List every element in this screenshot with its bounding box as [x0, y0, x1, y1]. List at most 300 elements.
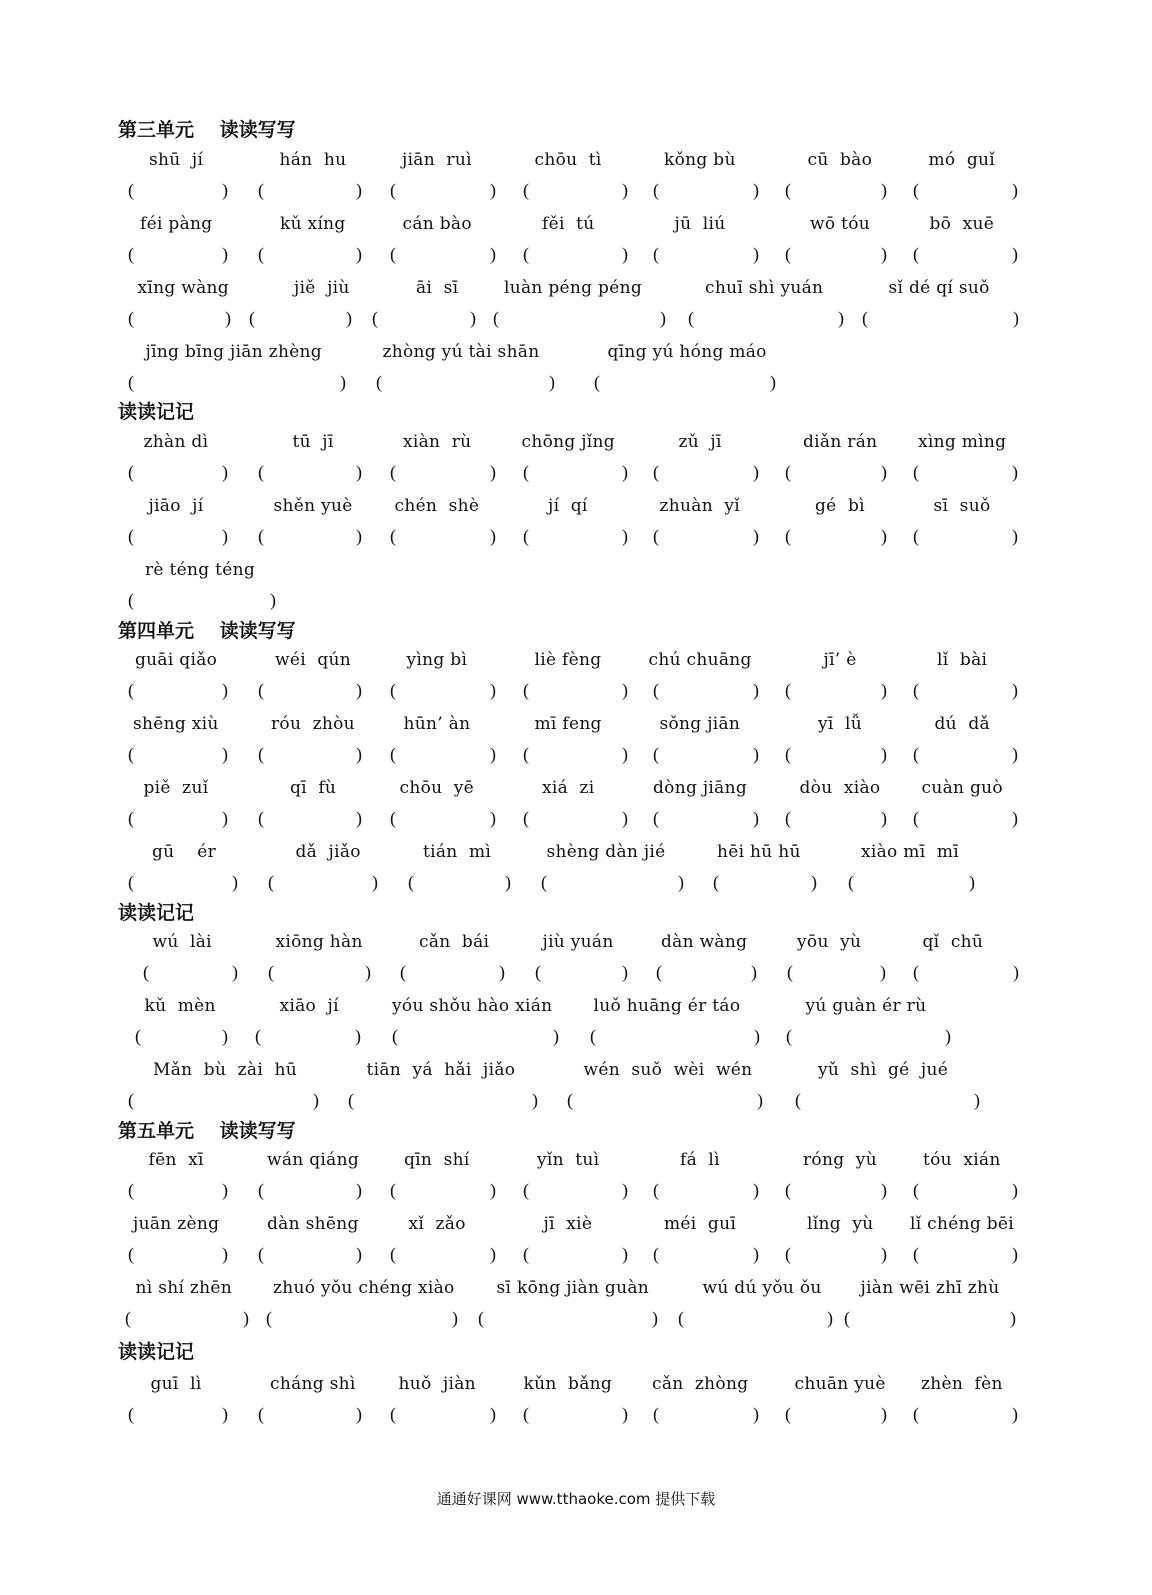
pinyin-row — [0, 276, 1152, 302]
pinyin-word: chú chuāng — [648, 650, 752, 670]
pinyin-word: róu zhòu — [271, 714, 355, 734]
answer-blank-close-bracket: ) — [490, 1180, 497, 1200]
answer-blank-open-bracket: ( — [862, 308, 869, 328]
answer-row — [0, 960, 1152, 986]
answer-row — [0, 588, 1152, 614]
answer-blank-close-bracket: ) — [372, 872, 379, 892]
answer-blank-close-bracket: ) — [490, 1404, 497, 1424]
answer-blank-close-bracket: ) — [622, 744, 629, 764]
answer-blank-open-bracket: ( — [913, 962, 920, 982]
answer-blank-close-bracket: ) — [1012, 808, 1019, 828]
pinyin-row — [0, 776, 1152, 802]
answer-blank-close-bracket: ) — [880, 962, 887, 982]
answer-blank-close-bracket: ) — [222, 180, 229, 200]
pinyin-word: lǐng yù — [807, 1214, 874, 1234]
answer-blank-open-bracket: ( — [348, 1090, 355, 1110]
answer-blank-close-bracket: ) — [490, 1244, 497, 1264]
answer-blank-close-bracket: ) — [222, 744, 229, 764]
answer-blank-open-bracket: ( — [913, 526, 920, 546]
answer-blank-close-bracket: ) — [356, 462, 363, 482]
answer-blank-close-bracket: ) — [1012, 680, 1019, 700]
answer-blank-close-bracket: ) — [770, 372, 777, 392]
answer-row — [0, 370, 1152, 396]
answer-blank-open-bracket: ( — [266, 1308, 273, 1328]
pinyin-word: sǐ dé qí suǒ — [888, 278, 990, 298]
answer-blank-open-bracket: ( — [653, 526, 660, 546]
answer-blank-close-bracket: ) — [881, 180, 888, 200]
pinyin-word: chōng jǐng — [521, 432, 615, 452]
pinyin-word: dǎ jiǎo — [295, 842, 361, 862]
answer-blank-close-bracket: ) — [222, 1180, 229, 1200]
answer-blank-close-bracket: ) — [622, 244, 629, 264]
pinyin-word: bō xuē — [929, 214, 995, 234]
answer-blank-open-bracket: ( — [653, 808, 660, 828]
pinyin-word: cū bào — [807, 150, 873, 170]
answer-blank-close-bracket: ) — [532, 1090, 539, 1110]
pinyin-row — [0, 712, 1152, 738]
answer-blank-close-bracket: ) — [356, 680, 363, 700]
answer-blank-open-bracket: ( — [478, 1308, 485, 1328]
answer-blank-close-bracket: ) — [1012, 180, 1019, 200]
pinyin-word: shěn yuè — [273, 496, 353, 516]
answer-blank-close-bracket: ) — [622, 962, 629, 982]
answer-blank-close-bracket: ) — [356, 526, 363, 546]
answer-blank-open-bracket: ( — [523, 526, 530, 546]
answer-blank-close-bracket: ) — [753, 180, 760, 200]
answer-blank-open-bracket: ( — [523, 462, 530, 482]
pinyin-word: liè fèng — [534, 650, 602, 670]
pinyin-word: diǎn rán — [803, 432, 878, 452]
answer-blank-close-bracket: ) — [751, 962, 758, 982]
pinyin-word: chuī shì yuán — [705, 278, 824, 298]
answer-blank-close-bracket: ) — [660, 308, 667, 328]
pinyin-word: fá lì — [680, 1150, 720, 1170]
answer-row — [0, 1242, 1152, 1268]
answer-blank-open-bracket: ( — [567, 1090, 574, 1110]
answer-blank-close-bracket: ) — [1013, 308, 1020, 328]
answer-blank-open-bracket: ( — [128, 1404, 135, 1424]
answer-blank-open-bracket: ( — [128, 808, 135, 828]
pinyin-word: mī feng — [534, 714, 602, 734]
answer-blank-open-bracket: ( — [523, 680, 530, 700]
answer-blank-close-bracket: ) — [881, 244, 888, 264]
answer-blank-open-bracket: ( — [128, 526, 135, 546]
answer-blank-close-bracket: ) — [622, 526, 629, 546]
answer-blank-open-bracket: ( — [390, 744, 397, 764]
answer-blank-open-bracket: ( — [258, 1244, 265, 1264]
pinyin-word: luàn péng péng — [504, 278, 643, 298]
answer-blank-close-bracket: ) — [1013, 962, 1020, 982]
answer-blank-open-bracket: ( — [787, 962, 794, 982]
pinyin-word: xiōng hàn — [275, 932, 363, 952]
answer-blank-close-bracket: ) — [1012, 526, 1019, 546]
pinyin-word: fēn xī — [148, 1150, 204, 1170]
section-heading: 读读记记 — [118, 401, 195, 423]
answer-blank-open-bracket: ( — [785, 680, 792, 700]
answer-blank-close-bracket: ) — [1012, 244, 1019, 264]
pinyin-row — [0, 840, 1152, 866]
answer-blank-open-bracket: ( — [392, 1026, 399, 1046]
answer-row — [0, 178, 1152, 204]
answer-blank-close-bracket: ) — [622, 1404, 629, 1424]
pinyin-word: qīng yú hóng máo — [607, 342, 767, 362]
answer-blank-close-bracket: ) — [490, 244, 497, 264]
pinyin-word: piě zuǐ — [143, 778, 209, 798]
answer-blank-close-bracket: ) — [622, 1180, 629, 1200]
answer-blank-open-bracket: ( — [258, 1180, 265, 1200]
pinyin-word: huǒ jiàn — [398, 1374, 476, 1394]
pinyin-word: jiāo jí — [148, 496, 204, 516]
pinyin-word: gū ér — [152, 842, 217, 862]
answer-row — [0, 1306, 1152, 1332]
answer-blank-open-bracket: ( — [128, 1244, 135, 1264]
pinyin-word: sǒng jiān — [659, 714, 741, 734]
pinyin-word: róng yù — [803, 1150, 877, 1170]
answer-blank-close-bracket: ) — [499, 962, 506, 982]
answer-blank-open-bracket: ( — [785, 1404, 792, 1424]
answer-blank-close-bracket: ) — [222, 1404, 229, 1424]
pinyin-word: cǎn bái — [419, 932, 490, 952]
pinyin-word: zhèn fèn — [921, 1374, 1003, 1394]
answer-blank-close-bracket: ) — [974, 1090, 981, 1110]
pinyin-word: sī suǒ — [933, 496, 991, 516]
answer-blank-open-bracket: ( — [258, 526, 265, 546]
pinyin-word: féi pàng — [140, 214, 213, 234]
answer-blank-open-bracket: ( — [128, 744, 135, 764]
answer-blank-close-bracket: ) — [678, 872, 685, 892]
answer-blank-close-bracket: ) — [222, 680, 229, 700]
answer-blank-close-bracket: ) — [356, 1244, 363, 1264]
answer-blank-close-bracket: ) — [753, 680, 760, 700]
answer-blank-close-bracket: ) — [313, 1090, 320, 1110]
answer-row — [0, 678, 1152, 704]
answer-blank-close-bracket: ) — [753, 244, 760, 264]
answer-blank-open-bracket: ( — [678, 1308, 685, 1328]
answer-blank-close-bracket: ) — [222, 1244, 229, 1264]
answer-blank-open-bracket: ( — [390, 680, 397, 700]
pinyin-word: zǔ jī — [678, 432, 722, 452]
answer-blank-open-bracket: ( — [128, 180, 135, 200]
pinyin-row — [0, 1148, 1152, 1174]
answer-blank-open-bracket: ( — [541, 872, 548, 892]
answer-blank-close-bracket: ) — [222, 244, 229, 264]
pinyin-word: tū jī — [292, 432, 334, 452]
pinyin-row — [0, 430, 1152, 456]
pinyin-word: dú dǎ — [934, 714, 990, 734]
answer-blank-open-bracket: ( — [848, 872, 855, 892]
pinyin-word: chén shè — [394, 496, 480, 516]
answer-blank-open-bracket: ( — [390, 1404, 397, 1424]
pinyin-word: dòng jiāng — [653, 778, 748, 798]
answer-blank-close-bracket: ) — [365, 962, 372, 982]
answer-blank-close-bracket: ) — [652, 1308, 659, 1328]
answer-blank-open-bracket: ( — [785, 180, 792, 200]
answer-blank-open-bracket: ( — [390, 244, 397, 264]
answer-blank-close-bracket: ) — [355, 1026, 362, 1046]
answer-blank-open-bracket: ( — [135, 1026, 142, 1046]
answer-blank-open-bracket: ( — [913, 1404, 920, 1424]
answer-blank-close-bracket: ) — [1012, 1244, 1019, 1264]
answer-blank-open-bracket: ( — [913, 744, 920, 764]
pinyin-word: jiě jiù — [294, 278, 350, 298]
answer-blank-close-bracket: ) — [490, 808, 497, 828]
answer-blank-open-bracket: ( — [785, 808, 792, 828]
answer-blank-open-bracket: ( — [913, 462, 920, 482]
pinyin-word: luǒ huāng ér táo — [593, 996, 741, 1016]
answer-blank-open-bracket: ( — [594, 372, 601, 392]
pinyin-word: gé bì — [815, 496, 865, 516]
answer-blank-close-bracket: ) — [753, 526, 760, 546]
pinyin-word: kǔ mèn — [144, 996, 216, 1016]
footer-credit: 通通好课网 www.tthaoke.com 提供下载 — [436, 1490, 716, 1508]
pinyin-word: shēng xiù — [133, 714, 219, 734]
pinyin-word: cán bào — [402, 214, 472, 234]
answer-blank-open-bracket: ( — [400, 962, 407, 982]
pinyin-word: tiān yá hǎi jiǎo — [366, 1060, 516, 1080]
pinyin-word: chōu yē — [399, 778, 475, 798]
answer-blank-open-bracket: ( — [258, 680, 265, 700]
answer-blank-open-bracket: ( — [128, 244, 135, 264]
answer-blank-close-bracket: ) — [222, 1026, 229, 1046]
pinyin-word: tián mì — [423, 842, 492, 862]
answer-blank-open-bracket: ( — [785, 1244, 792, 1264]
pinyin-word: yóu shǒu hào xián — [392, 996, 553, 1016]
pinyin-word: shèng dàn jié — [546, 842, 666, 862]
pinyin-word: jiān ruì — [402, 150, 472, 170]
answer-blank-close-bracket: ) — [754, 1026, 761, 1046]
answer-blank-close-bracket: ) — [753, 808, 760, 828]
answer-blank-close-bracket: ) — [490, 526, 497, 546]
answer-blank-open-bracket: ( — [493, 308, 500, 328]
answer-blank-open-bracket: ( — [653, 462, 660, 482]
answer-blank-open-bracket: ( — [785, 462, 792, 482]
answer-blank-open-bracket: ( — [390, 1180, 397, 1200]
answer-blank-close-bracket: ) — [1012, 744, 1019, 764]
pinyin-word: zhòng yú tài shān — [382, 342, 540, 362]
pinyin-row — [0, 558, 1152, 584]
answer-blank-open-bracket: ( — [523, 744, 530, 764]
answer-blank-open-bracket: ( — [653, 1180, 660, 1200]
answer-blank-open-bracket: ( — [390, 462, 397, 482]
answer-blank-open-bracket: ( — [656, 962, 663, 982]
pinyin-word: xìng mìng — [918, 432, 1007, 452]
answer-blank-open-bracket: ( — [372, 308, 379, 328]
answer-blank-open-bracket: ( — [590, 1026, 597, 1046]
answer-blank-open-bracket: ( — [688, 308, 695, 328]
answer-blank-close-bracket: ) — [1012, 1180, 1019, 1200]
pinyin-word: yìng bì — [406, 650, 468, 670]
answer-blank-close-bracket: ) — [881, 744, 888, 764]
answer-blank-close-bracket: ) — [969, 872, 976, 892]
pinyin-word: wú dú yǒu ǒu — [702, 1278, 822, 1298]
answer-blank-close-bracket: ) — [232, 872, 239, 892]
answer-row — [0, 1088, 1152, 1114]
pinyin-word: shū jí — [149, 150, 204, 170]
answer-blank-close-bracket: ) — [243, 1308, 250, 1328]
answer-blank-open-bracket: ( — [653, 1404, 660, 1424]
answer-blank-close-bracket: ) — [881, 1244, 888, 1264]
answer-blank-close-bracket: ) — [881, 526, 888, 546]
pinyin-word: lǐ bài — [937, 650, 988, 670]
answer-blank-open-bracket: ( — [258, 180, 265, 200]
answer-blank-open-bracket: ( — [143, 962, 150, 982]
pinyin-word: jiàn wēi zhī zhù — [860, 1278, 1000, 1298]
answer-blank-open-bracket: ( — [795, 1090, 802, 1110]
answer-blank-close-bracket: ) — [222, 526, 229, 546]
pinyin-word: dòu xiào — [799, 778, 881, 798]
section-heading: 读读记记 — [118, 1341, 195, 1363]
answer-blank-close-bracket: ) — [549, 372, 556, 392]
answer-blank-open-bracket: ( — [128, 462, 135, 482]
answer-blank-open-bracket: ( — [523, 180, 530, 200]
answer-blank-open-bracket: ( — [653, 680, 660, 700]
answer-blank-open-bracket: ( — [523, 808, 530, 828]
pinyin-word: dàn wàng — [661, 932, 748, 952]
answer-blank-open-bracket: ( — [713, 872, 720, 892]
answer-blank-open-bracket: ( — [268, 962, 275, 982]
answer-blank-open-bracket: ( — [653, 244, 660, 264]
pinyin-word: cháng shì — [270, 1374, 356, 1394]
pinyin-word: yǔ shì gé jué — [818, 1060, 949, 1080]
answer-blank-open-bracket: ( — [786, 1026, 793, 1046]
pinyin-word: āi sī — [416, 278, 459, 298]
answer-blank-open-bracket: ( — [128, 372, 135, 392]
pinyin-row — [0, 148, 1152, 174]
answer-blank-open-bracket: ( — [390, 808, 397, 828]
answer-blank-open-bracket: ( — [258, 244, 265, 264]
pinyin-row — [0, 648, 1152, 674]
pinyin-word: xiàn rù — [403, 432, 472, 452]
pinyin-word: chōu tì — [534, 150, 602, 170]
answer-row — [0, 460, 1152, 486]
answer-blank-close-bracket: ) — [753, 462, 760, 482]
answer-blank-open-bracket: ( — [128, 680, 135, 700]
answer-blank-close-bracket: ) — [881, 680, 888, 700]
answer-blank-close-bracket: ) — [222, 808, 229, 828]
answer-blank-open-bracket: ( — [128, 590, 135, 610]
pinyin-word: xiào mī mī — [861, 842, 960, 862]
pinyin-word: Mǎn bù zài hū — [153, 1060, 297, 1080]
answer-row — [0, 306, 1152, 332]
pinyin-word: nì shí zhēn — [135, 1278, 233, 1298]
answer-blank-open-bracket: ( — [523, 244, 530, 264]
pinyin-word: kǔ xíng — [280, 214, 346, 234]
answer-blank-close-bracket: ) — [505, 872, 512, 892]
pinyin-word: qīn shí — [404, 1150, 470, 1170]
answer-blank-open-bracket: ( — [376, 372, 383, 392]
answer-blank-close-bracket: ) — [356, 744, 363, 764]
pinyin-word: zhuó yǒu chéng xiào — [273, 1278, 455, 1298]
pinyin-word: chuān yuè — [794, 1374, 886, 1394]
answer-blank-open-bracket: ( — [785, 744, 792, 764]
answer-row — [0, 524, 1152, 550]
answer-blank-close-bracket: ) — [490, 680, 497, 700]
pinyin-word: kǒng bù — [664, 150, 736, 170]
answer-blank-open-bracket: ( — [268, 872, 275, 892]
pinyin-word: yī lǚ — [818, 714, 863, 734]
answer-row — [0, 870, 1152, 896]
pinyin-row — [0, 340, 1152, 366]
answer-row — [0, 242, 1152, 268]
pinyin-word: guāi qiǎo — [135, 650, 218, 670]
answer-blank-open-bracket: ( — [390, 526, 397, 546]
pinyin-word: xǐ zǎo — [408, 1214, 466, 1234]
answer-blank-close-bracket: ) — [356, 808, 363, 828]
answer-blank-close-bracket: ) — [622, 808, 629, 828]
answer-blank-open-bracket: ( — [125, 1308, 132, 1328]
answer-blank-open-bracket: ( — [128, 1180, 135, 1200]
pinyin-word: dàn shēng — [267, 1214, 359, 1234]
answer-blank-open-bracket: ( — [249, 308, 256, 328]
answer-blank-open-bracket: ( — [523, 1404, 530, 1424]
section-heading: 第三单元 读读写写 — [118, 119, 296, 141]
pinyin-word: wén suǒ wèi wén — [583, 1060, 753, 1080]
answer-blank-open-bracket: ( — [128, 1090, 135, 1110]
pinyin-word: wú lài — [152, 932, 212, 952]
pinyin-word: rè téng téng — [145, 560, 256, 580]
answer-blank-open-bracket: ( — [844, 1308, 851, 1328]
answer-blank-close-bracket: ) — [622, 180, 629, 200]
answer-row — [0, 1178, 1152, 1204]
answer-blank-close-bracket: ) — [881, 1180, 888, 1200]
answer-blank-close-bracket: ) — [356, 1180, 363, 1200]
answer-blank-open-bracket: ( — [535, 962, 542, 982]
answer-blank-open-bracket: ( — [258, 744, 265, 764]
pinyin-word: wéi qún — [275, 650, 352, 670]
answer-blank-close-bracket: ) — [490, 180, 497, 200]
pinyin-word: juān zèng — [133, 1214, 220, 1234]
answer-blank-close-bracket: ) — [622, 1244, 629, 1264]
answer-blank-open-bracket: ( — [785, 526, 792, 546]
answer-blank-open-bracket: ( — [785, 1180, 792, 1200]
answer-blank-open-bracket: ( — [128, 872, 135, 892]
pinyin-word: jí qí — [548, 496, 588, 516]
answer-blank-close-bracket: ) — [753, 1244, 760, 1264]
pinyin-row — [0, 1212, 1152, 1238]
pinyin-word: fěi tú — [542, 214, 595, 234]
section-heading: 第四单元 读读写写 — [118, 620, 296, 642]
pinyin-word: tóu xián — [923, 1150, 1001, 1170]
answer-blank-open-bracket: ( — [913, 680, 920, 700]
pinyin-word: jiù yuán — [542, 932, 614, 952]
answer-blank-open-bracket: ( — [408, 872, 415, 892]
pinyin-word: yú guàn ér rù — [805, 996, 927, 1016]
answer-blank-close-bracket: ) — [1010, 1308, 1017, 1328]
answer-blank-open-bracket: ( — [128, 308, 135, 328]
answer-blank-open-bracket: ( — [390, 180, 397, 200]
answer-blank-close-bracket: ) — [811, 872, 818, 892]
pinyin-word: sī kōng jiàn guàn — [496, 1278, 650, 1298]
answer-blank-open-bracket: ( — [255, 1026, 262, 1046]
answer-blank-close-bracket: ) — [225, 308, 232, 328]
answer-blank-close-bracket: ) — [470, 308, 477, 328]
pinyin-row — [0, 1276, 1152, 1302]
pinyin-word: jīng bīng jiān zhèng — [145, 342, 322, 362]
answer-blank-close-bracket: ) — [881, 1404, 888, 1424]
pinyin-row — [0, 994, 1152, 1020]
answer-blank-close-bracket: ) — [622, 462, 629, 482]
pinyin-word: yōu yù — [797, 932, 862, 952]
pinyin-word: hūn’ àn — [403, 714, 471, 734]
answer-blank-open-bracket: ( — [258, 462, 265, 482]
answer-blank-close-bracket: ) — [1012, 1404, 1019, 1424]
pinyin-word: wō tóu — [810, 214, 871, 234]
answer-blank-open-bracket: ( — [523, 1180, 530, 1200]
pinyin-word: qī fù — [290, 778, 337, 798]
answer-blank-close-bracket: ) — [881, 462, 888, 482]
answer-blank-close-bracket: ) — [356, 1404, 363, 1424]
pinyin-row — [0, 494, 1152, 520]
